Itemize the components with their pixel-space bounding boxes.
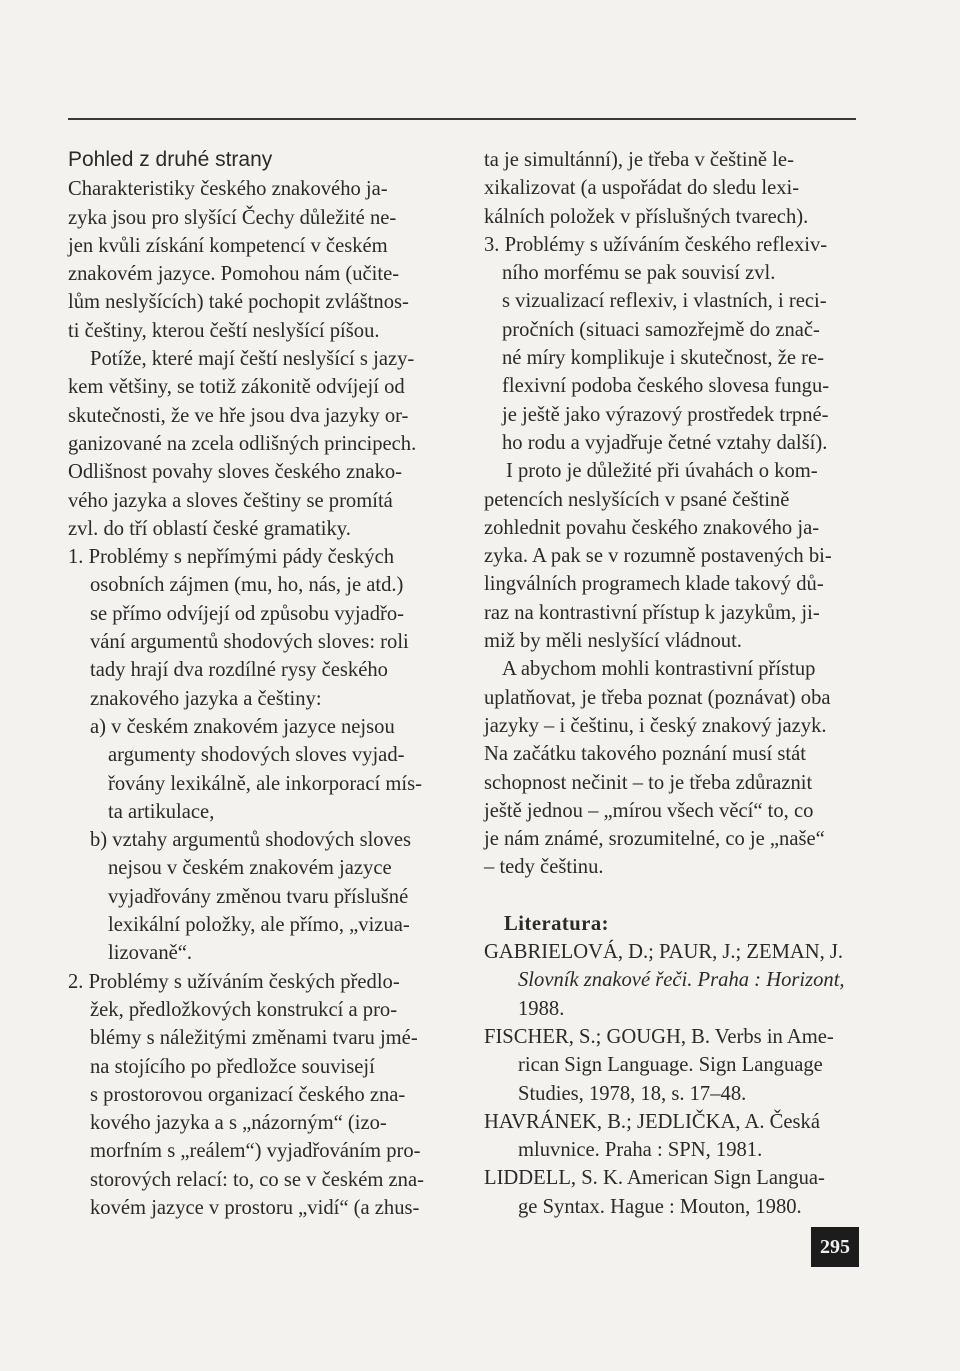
text-line: I proto je důležité při úvahách o kom-	[506, 460, 818, 483]
text-line: zyka jsou pro slyšící Čechy důležité ne-	[68, 206, 397, 229]
text-line: – tedy češtinu.	[484, 856, 604, 879]
reference-line: mluvnice. Praha : SPN, 1981.	[518, 1139, 763, 1162]
list-item-2: 2. Problémy s užíváním českých předlo-	[68, 970, 400, 993]
text-line: flexivní podoba českého slovesa fungu-	[502, 375, 830, 398]
text-line: morfním s „reálem“) vyjadřováním pro-	[90, 1140, 421, 1163]
text-line: ta artikulace,	[108, 800, 215, 823]
text-line: ti češtiny, kterou čeští neslyšící píšou.	[68, 319, 380, 342]
text-line: žek, předložkových konstrukcí a pro-	[90, 998, 398, 1021]
text-line: na stojícího po předložce souvisejí	[90, 1055, 375, 1078]
text-line: se přímo odvíjejí od způsobu vyjadřo-	[90, 602, 405, 625]
reference-line: Slovník znakové řeči. Praha : Horizont,	[518, 969, 845, 992]
text-line	[68, 571, 454, 599]
text-line: řovány lexikálně, ale inkorporací mís-	[108, 772, 422, 795]
text-line: tady hrají dva rozdílné rysy českého	[90, 659, 388, 682]
reference-line: 1988.	[518, 997, 565, 1020]
text-line: raz na kontrastivní přístup k jazykům, ji-	[484, 601, 820, 624]
text-line: ho rodu a vyjadřuje četné vztahy další).	[502, 431, 828, 454]
text-line: nejsou v českém znakovém jazyce	[108, 857, 392, 880]
reference-line: rican Sign Language. Sign Language	[518, 1054, 823, 1077]
text-line: storových relací: to, co se v českém zna-	[90, 1168, 424, 1191]
reference-line: HAVRÁNEK, B.; JEDLIČKA, A. Česká	[484, 1110, 820, 1133]
text-line: je ještě jako výrazový prostředek trpné-	[502, 403, 829, 426]
text-line: znakového jazyka a češtiny:	[90, 687, 322, 710]
header-rule	[68, 118, 856, 120]
sub-item-b: b) vztahy argumentů shodových sloves	[90, 829, 412, 852]
text-line: ního morfému se pak souvisí zvl.	[502, 262, 776, 285]
reference-line: ge Syntax. Hague : Mouton, 1980.	[518, 1195, 802, 1218]
literature-heading: Literatura:	[504, 912, 609, 935]
text-line: petencích neslyšících v psané češtině	[484, 488, 790, 511]
text-line: argumenty shodových sloves vyjad-	[108, 744, 405, 767]
text-line: vého jazyka a sloves češtiny se promítá	[68, 489, 393, 512]
text-line: miž by měli neslyšící vládnout.	[484, 630, 742, 653]
text-line: lingválních programech klade takový dů-	[484, 573, 824, 596]
text-line: zvl. do tří oblastí české gramatiky.	[68, 517, 351, 540]
text-line: kovém jazyce v prostoru „vidí“ (a zhus-	[90, 1196, 420, 1219]
text-line: lizovaně“.	[108, 942, 193, 965]
section-title: Pohled z druhé strany	[68, 148, 273, 171]
text-line: Odlišnost povahy sloves českého znako-	[68, 461, 403, 484]
text-line: né míry komplikuje i skutečnost, že re-	[502, 347, 824, 370]
text-line: lexikální položky, ale přímo, „vizua-	[108, 914, 410, 937]
text-line: jen kvůli získání kompetencí v českém	[68, 234, 388, 257]
text-line: ta je simultánní), je třeba v češtině le-	[484, 149, 794, 171]
text-line: zyka. A pak se v rozumně postavených bi-	[484, 545, 832, 568]
left-column	[68, 146, 454, 1222]
text-line: jazyky – i češtinu, i český znakový jazyk.	[484, 714, 827, 737]
reference-line: LIDDELL, S. K. American Sign Langua-	[484, 1167, 825, 1190]
text-line: s vizualizací reflexiv, i vlastních, i reci-	[502, 290, 827, 313]
list-item-3: 3. Problémy s užíváním českého reflexiv-	[484, 233, 828, 256]
text-line: uplatňovat, je třeba poznat (poznávat) oba	[484, 686, 831, 709]
text-line: vyjadřovány změnou tvaru příslušné	[108, 885, 409, 908]
right-column	[484, 146, 858, 1221]
text-line: skutečnosti, že ve hře jsou dva jazyky or-	[68, 404, 409, 427]
text-line: lům neslyšících) také pochopit zvláštnos-	[68, 291, 409, 314]
text-line: vání argumentů shodových sloves: roli	[90, 631, 409, 654]
reference-line: Studies, 1978, 18, s. 17–48.	[518, 1082, 747, 1105]
text-line: pročních (situaci samozřejmě do znač-	[502, 318, 820, 341]
text-line: A abychom mohli kontrastivní přístup	[502, 658, 816, 681]
text-line: kového jazyka a s „názorným“ (izo-	[90, 1112, 387, 1135]
text-line: xikalizovat (a uspořádat do sledu lexi-	[484, 177, 800, 200]
reference-line: FISCHER, S.; GOUGH, B. Verbs in Ame-	[484, 1025, 834, 1048]
text-line: Na začátku takového poznání musí stát	[484, 743, 806, 766]
reference-line: GABRIELOVÁ, D.; PAUR, J.; ZEMAN, J.	[484, 941, 844, 964]
text-line: kálních položek v příslušných tvarech).	[484, 205, 809, 228]
text-line: ještě jednou – „mírou všech věcí“ to, co	[484, 799, 814, 822]
text-line: je nám známé, srozumitelné, co je „naše“	[484, 828, 825, 851]
list-item-1: 1. Problémy s nepřímými pády českých	[68, 546, 395, 569]
text-line: Potíže, které mají čeští neslyšící s jazy-	[90, 348, 415, 371]
text-line: kem většiny, se totiž zákonitě odvíjejí od	[68, 376, 405, 399]
text-line: schopnost nečinit – to je třeba zdůraznit	[484, 771, 813, 794]
text-line: blémy s náležitými změnami tvaru jmé-	[90, 1027, 418, 1050]
text-line: ganizované na zcela odlišných principech.	[68, 432, 417, 455]
text-line: s prostorovou organizací českého zna-	[90, 1083, 406, 1106]
pronoun-example: osobních zájmen (mu, ho, nás, je atd.)	[90, 574, 404, 597]
text-line: znakovém jazyce. Pomohou nám (učite-	[68, 263, 400, 286]
sub-item-a: a) v českém znakovém jazyce nejsou	[90, 715, 395, 738]
page-number: 295	[811, 1227, 859, 1267]
text-line: Charakteristiky českého znakového ja-	[68, 178, 388, 201]
text-line: zohlednit povahu českého znakového ja-	[484, 516, 820, 539]
